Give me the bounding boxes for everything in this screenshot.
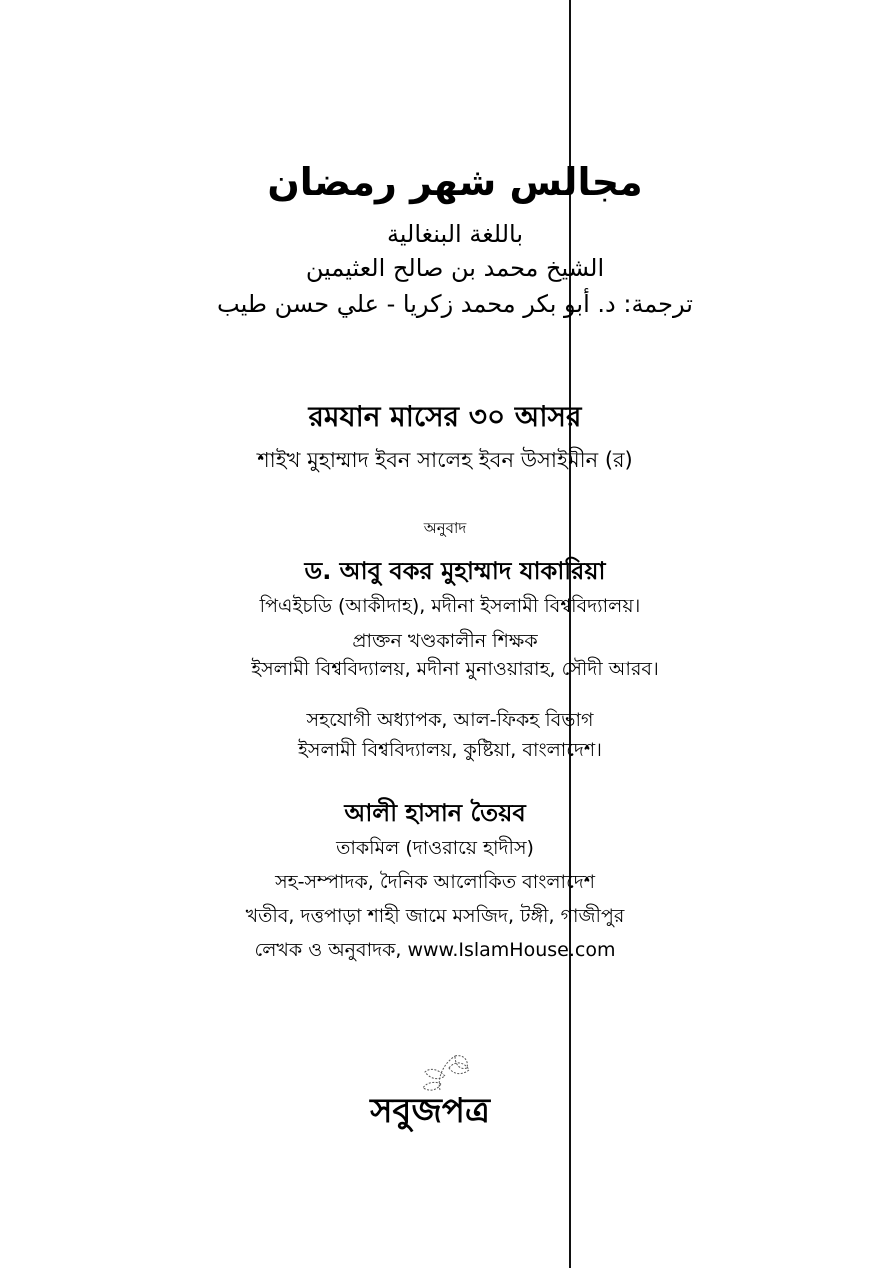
translator1-credential: সহযোগী অধ্যাপক, আল-ফিকহ বিভাগ (306, 709, 594, 731)
arabic-language-line: باللغة البنغالية (386, 220, 524, 248)
translator1-credential: ইসলামী বিশ্ববিদ্যালয়, মদীনা মুনাওয়ারাহ, সৌদী আরব। (251, 658, 659, 680)
translator1-credential: প্রাক্তন খণ্ডকালীন শিক্ষক (352, 630, 538, 652)
arabic-author: الشيخ محمد بن صالح العثيمين (305, 254, 605, 282)
translator2-credential: খতীব, দত্তপাড়া শাহী জামে মসজিদ, টঙ্গী, গাজীপুর (245, 905, 625, 927)
publisher-logo (345, 1050, 515, 1140)
publisher-name: সবুজপত্র (370, 1091, 490, 1131)
translator2-credential: সহ-সম্পাদক, দৈনিক আলোকিত বাংলাদেশ (275, 871, 595, 893)
leaf-sprig-icon (423, 1056, 469, 1090)
translation-label: অনুবাদ (423, 519, 467, 537)
bengali-title: রমযান মাসের ৩০ আসর (308, 400, 582, 433)
translator2-credential: তাকমিল (দাওরায়ে হাদীস) (336, 837, 534, 859)
translator1-credential: ইসলামী বিশ্ববিদ্যালয়, কুষ্টিয়া, বাংলাদেশ। (298, 739, 602, 761)
arabic-translators: ترجمة: د. أبو بكر محمد زكريا - علي حسن طيب (217, 290, 693, 318)
translator1-credential: পিএইচডি (আকীদাহ), মদীনা ইসলামী বিশ্ববিদ্যালয়। (259, 595, 641, 617)
translator2-name: আলী হাসান তৈয়ব (344, 799, 526, 827)
bengali-author: শাইখ মুহাম্মাদ ইবন সালেহ ইবন উসাইমীন (র) (257, 448, 633, 472)
arabic-title: مجالس شهر رمضان (267, 160, 643, 204)
translator1-name: ড. আবু বকর মুহাম্মাদ যাকারিয়া (304, 557, 606, 585)
translator2-credential: লেখক ও অনুবাদক, www.IslamHouse.com (254, 939, 616, 961)
